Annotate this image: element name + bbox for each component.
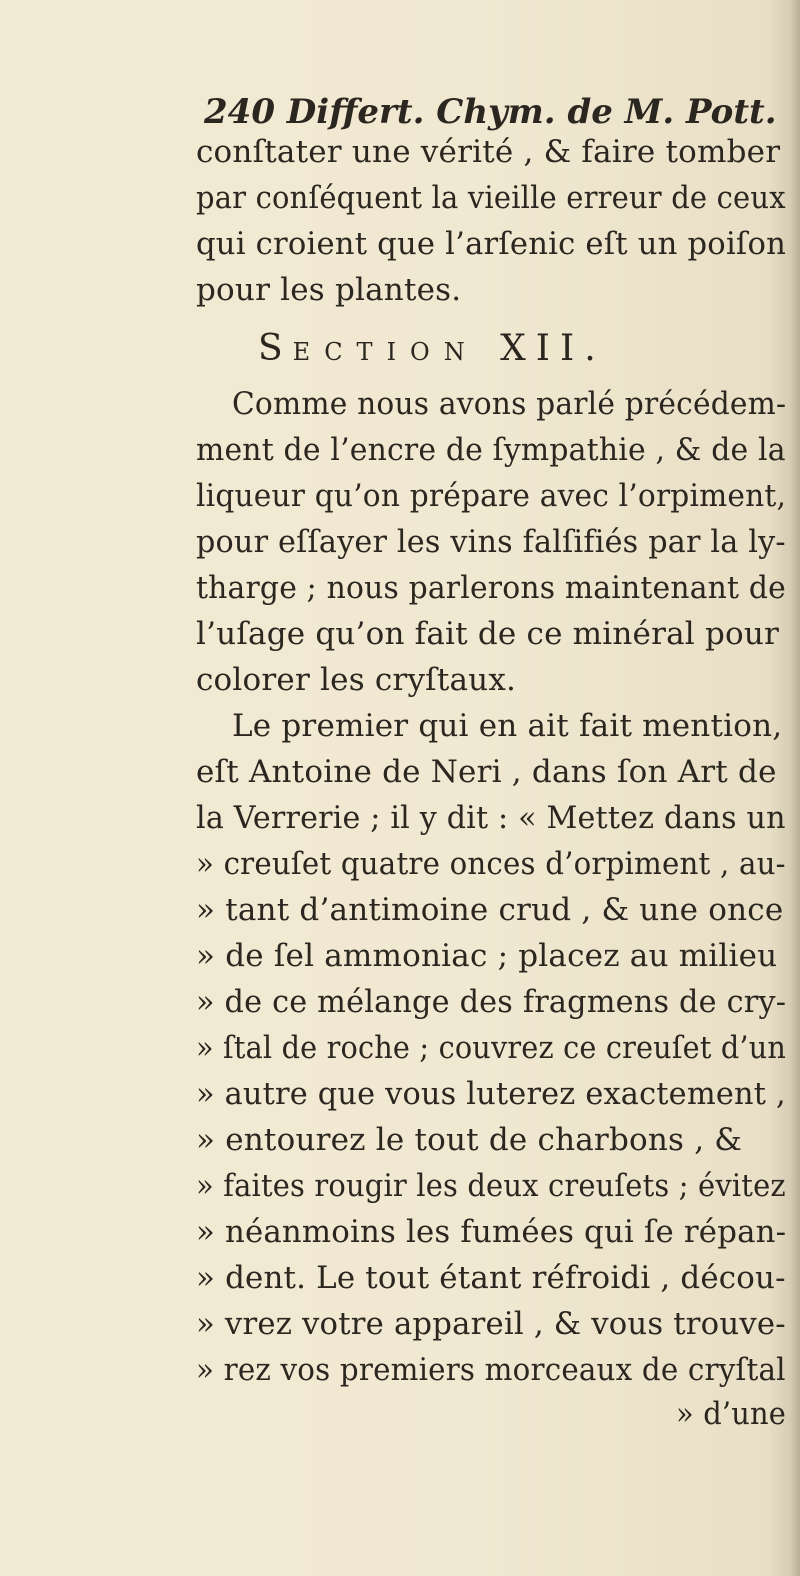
text-line-25: » vrez votre appareil , & vous trouve- xyxy=(196,1306,786,1342)
section-numeral: XII. xyxy=(500,328,606,369)
text-line-26: » rez vos premiers morceaux de cryſtal xyxy=(196,1352,786,1388)
text-line-18: » de ce mélange des fragmens de cry- xyxy=(196,984,787,1020)
text-line-10: l’uſage qu’on fait de ce minéral pour xyxy=(196,616,780,652)
text-line-11: colorer les cryſtaux. xyxy=(196,662,517,698)
text-line-15: » creuſet quatre onces d’orpiment , au- xyxy=(196,846,786,882)
text-line-24: » dent. Le tout étant réfroidi , décou- xyxy=(196,1260,786,1296)
text-line-20: » autre que vous luterez exactement , xyxy=(196,1076,786,1112)
section-first-letter: S xyxy=(258,328,293,369)
text-line-1: conſtater une vérité , & faire tomber xyxy=(196,134,781,170)
text-line-17: » de ſel ammoniac ; placez au milieu xyxy=(196,938,778,974)
text-line-7: liqueur qu’on prépare avec l’orpiment, xyxy=(196,478,787,514)
text-line-21: » entourez le tout de charbons , & xyxy=(196,1122,743,1158)
page-edge-shadow xyxy=(790,0,800,1576)
section-heading xyxy=(258,328,738,374)
text-line-12: Le premier qui en ait fait mention, xyxy=(232,708,783,744)
section-word: ECTION xyxy=(292,338,479,366)
text-line-22: » faites rougir les deux creuſets ; évitez xyxy=(196,1168,786,1204)
text-line-9: tharge ; nous parlerons maintenant de xyxy=(196,570,786,606)
text-line-2: par conſéquent la vieille erreur de ceux xyxy=(196,180,786,216)
text-line-6: ment de l’encre de ſympathie , & de la xyxy=(196,432,786,468)
text-line-16: » tant d’antimoine crud , & une once xyxy=(196,892,784,928)
text-line-23: » néanmoins les fumées qui ſe répan- xyxy=(196,1214,787,1250)
text-line-8: pour eſſayer les vins falſifiés par la ly- xyxy=(196,524,786,560)
text-line-4: pour les plantes. xyxy=(196,272,462,308)
text-line-14: la Verrerie ; il y dit : « Mettez dans un xyxy=(196,800,786,836)
text-line-19: » ſtal de roche ; couvrez ce creuſet d’un xyxy=(196,1030,787,1066)
text-line-13: eſt Antoine de Neri , dans ſon Art de xyxy=(196,754,777,790)
text-line-3: qui croient que l’arſenic eſt un poiſon xyxy=(196,226,787,262)
running-head: 240 Differt. Chym. de M. Pott. xyxy=(204,92,777,132)
text-line-5: Comme nous avons parlé précédem- xyxy=(232,386,787,422)
catchword: » d’une xyxy=(676,1396,787,1432)
